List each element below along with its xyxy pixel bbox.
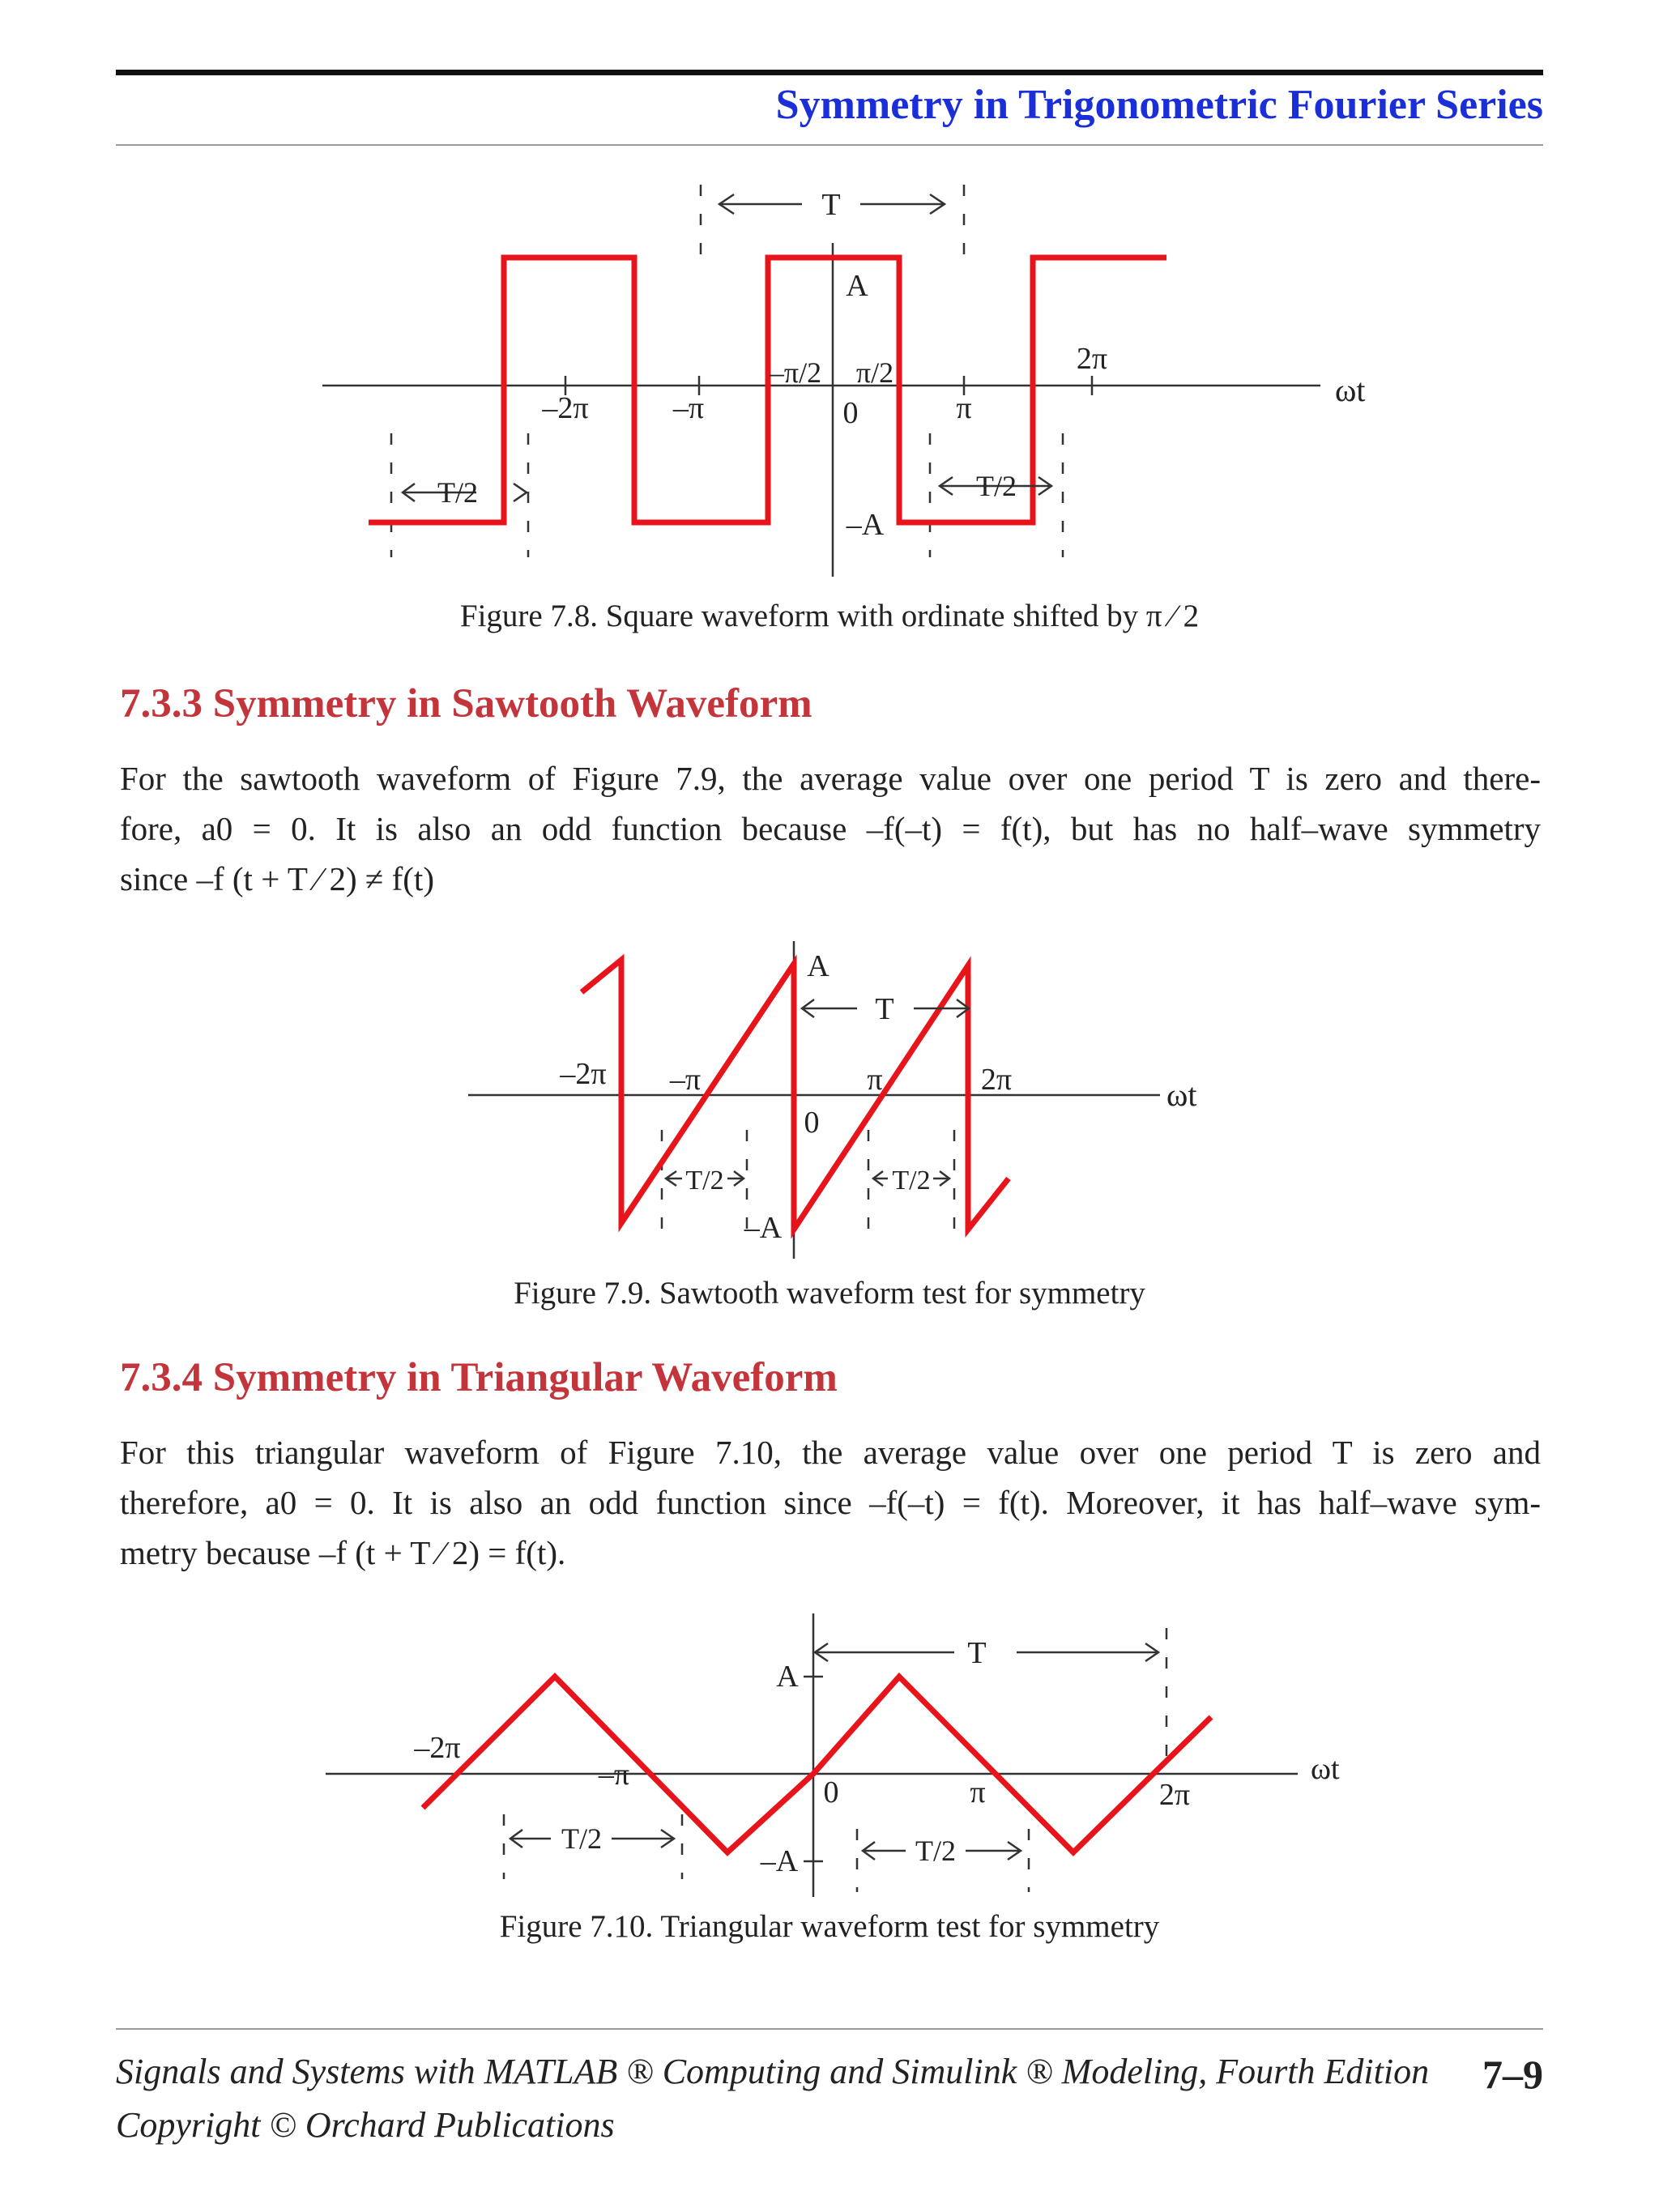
label-half-T-left: T/2 [437,476,478,509]
footer-copyright: Copyright © Orchard Publications [116,2105,615,2145]
label-wt: ωt [1166,1076,1197,1113]
label-A: A [807,949,830,983]
label-neg-pi: –π [672,391,705,425]
label-neg-A: –A [846,508,885,542]
label-half-T-left: T/2 [685,1166,724,1196]
running-header: Symmetry in Trigonometric Fourier Series [775,82,1543,128]
para-line-1: For this triangular waveform of Figure 7.10, the average value over one period T is zero and [120,1434,1541,1471]
figure-7-8-caption: Figure 7.8. Square waveform with ordinate shifted by π ⁄ 2 [459,599,1200,633]
section-7-3-3-title: 7.3.3 Symmetry in Sawtooth Waveform [120,681,812,727]
para-line-3: metry because –f (t + T ⁄ 2) = f(t). [120,1534,566,1571]
label-neg-2pi: –2π [560,1057,607,1091]
label-2pi: 2π [1158,1778,1191,1812]
label-half-T-right: T/2 [976,470,1017,502]
footer-rule [116,2028,1543,2030]
label-wt: ωt [1311,1752,1340,1786]
label-T: T [875,992,894,1026]
label-neg-pi: –π [669,1063,702,1097]
label-neg-pi: –π [598,1758,630,1792]
figure-7-10-caption: Figure 7.10. Triangular waveform test for symmetry [499,1909,1160,1944]
label-half-T-right: T/2 [892,1166,931,1196]
label-neg-A: –A [744,1211,783,1245]
label-half-T-right: T/2 [915,1835,956,1867]
para-line-2: therefore, a0 = 0. It is also an odd function since –f(–t) = f(t). Moreover, it has half–wave sym- [120,1484,1541,1521]
label-zero: 0 [804,1106,820,1140]
triangular-waveform [423,1677,1211,1852]
label-neg-A: –A [760,1844,799,1878]
label-2pi: 2π [1076,342,1108,376]
label-zero: 0 [842,396,859,430]
label-pi: π [970,1775,986,1809]
figure-7-9-caption: Figure 7.9. Sawtooth waveform test for symmetry [514,1276,1145,1311]
para-line-3: since –f (t + T ⁄ 2) ≠ f(t) [120,860,434,897]
label-pi: π [867,1063,883,1097]
label-wt: ωt [1335,372,1366,408]
footer-book-title: Signals and Systems with MATLAB ® Computing and Simulink ® Modeling, Fourth Edition [116,2052,1430,2091]
label-2pi: 2π [980,1063,1013,1097]
label-neg-2pi: –2π [414,1731,461,1765]
label-T: T [967,1636,987,1670]
para-line-1: For the sawtooth waveform of Figure 7.9, the average value over one period T is zero and there- [120,760,1541,797]
label-pi: π [956,391,972,425]
label-half-T-left: T/2 [561,1822,602,1855]
label-T: T [821,188,841,222]
section-7-3-4-title: 7.3.4 Symmetry in Triangular Waveform [120,1355,838,1400]
label-A: A [846,269,868,303]
label-A: A [776,1660,799,1694]
label-neg-pi-2: –π/2 [769,356,822,389]
page-number: 7–9 [1482,2052,1543,2097]
label-zero: 0 [823,1775,839,1809]
label-pi-2: π/2 [855,356,894,389]
label-neg-2pi: –2π [542,391,589,425]
para-line-2: fore, a0 = 0. It is also an odd function because –f(–t) = f(t), but has no half–wave symmetry [120,810,1541,847]
